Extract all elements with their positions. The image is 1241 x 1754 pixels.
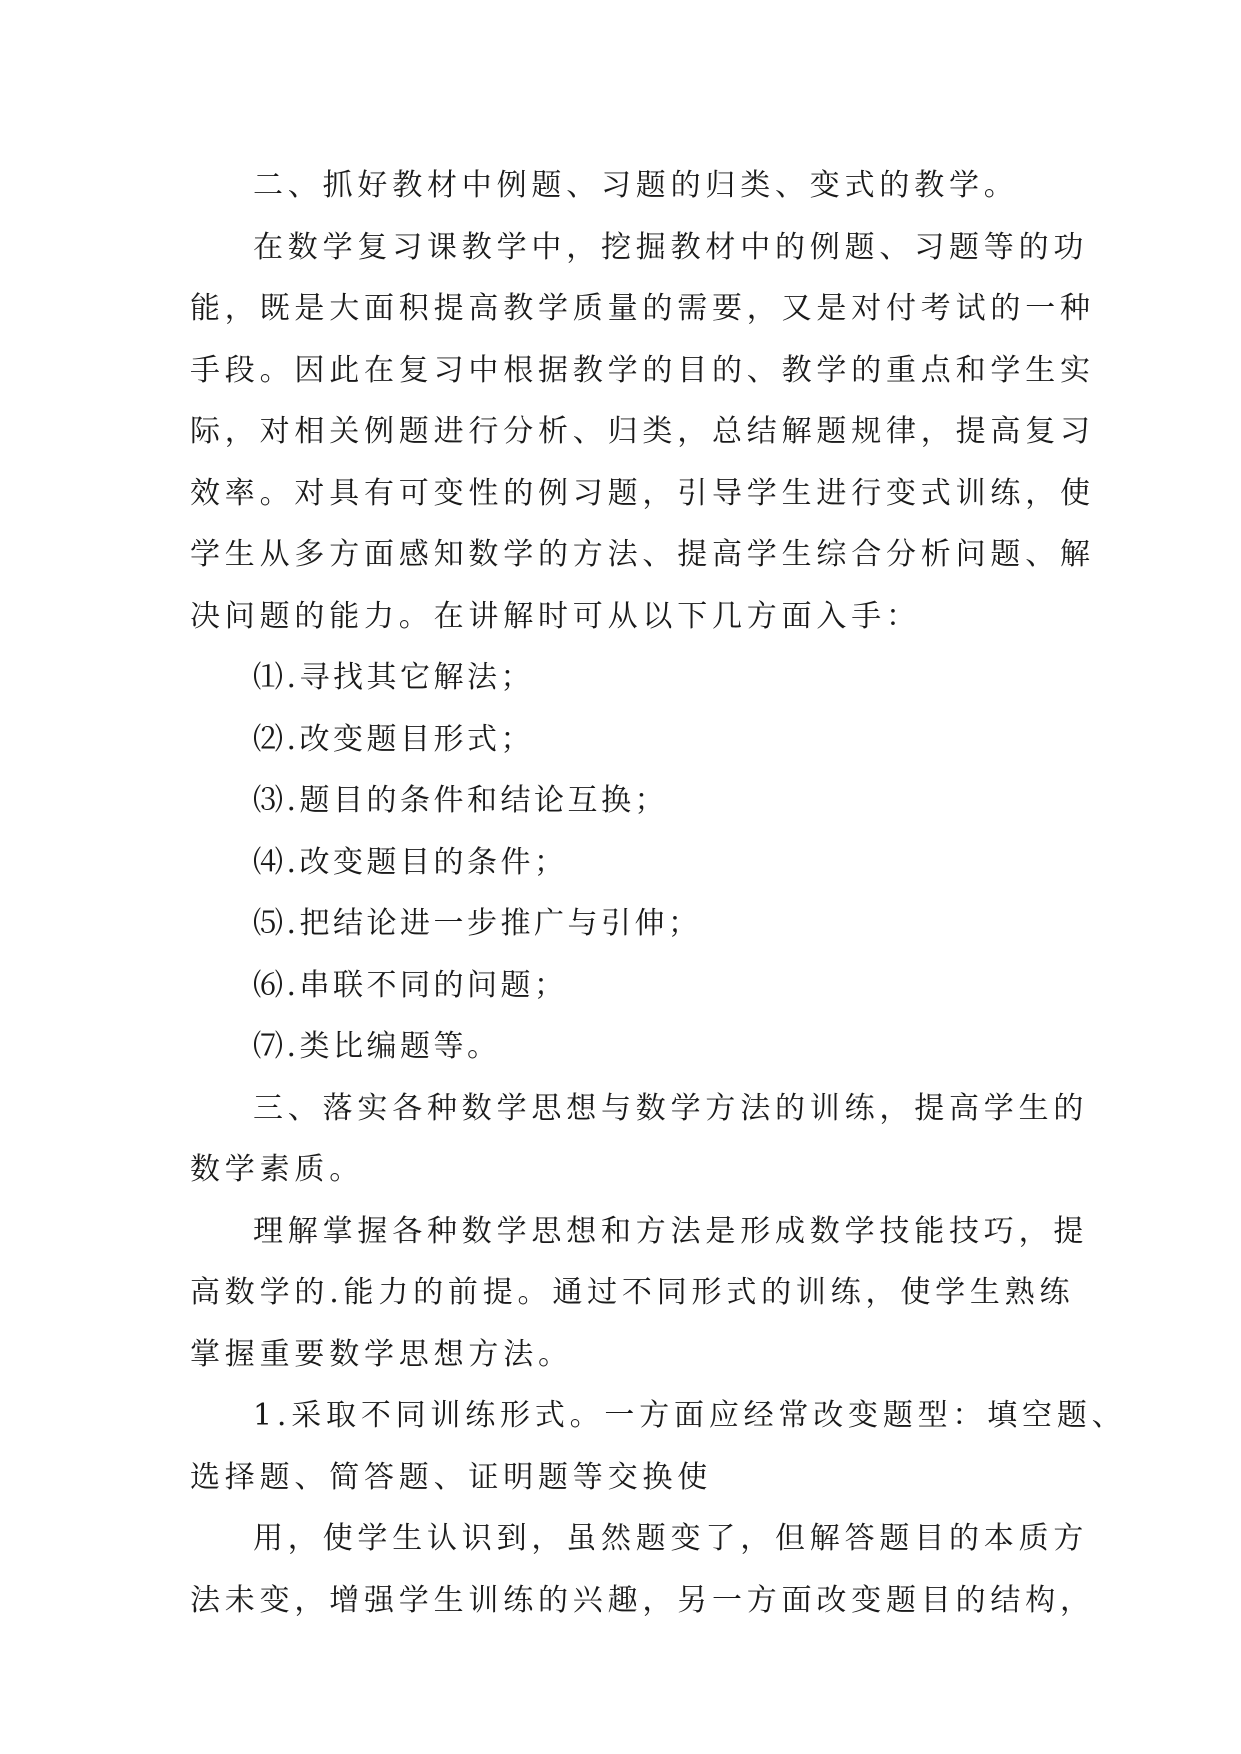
list-item: ⑷.改变题目的条件； xyxy=(253,844,568,880)
section-heading-3: 三、落实各种数学思想与数学方法的训练，提高学生的 xyxy=(253,1090,1089,1126)
section-heading-2: 二、抓好教材中例题、习题的归类、变式的教学。 xyxy=(253,168,1019,203)
paragraph-line: 际，对相关例题进行分析、归类，总结解题规律，提高复习 xyxy=(190,414,1095,449)
paragraph-line: 学生从多方面感知数学的方法、提高学生综合分析问题、解 xyxy=(190,537,1095,572)
list-item: ⑹.串联不同的问题； xyxy=(253,967,568,1003)
document-page xyxy=(190,155,1127,1631)
list-item: ⑺.类比编题等。 xyxy=(253,1029,501,1064)
list-item: ⑴.寻找其它解法； xyxy=(253,660,535,695)
paragraph-line: 用，使学生认识到，虽然题变了，但解答题目的本质方 xyxy=(253,1521,1089,1556)
paragraph-line: 理解掌握各种数学思想和方法是形成数学技能技巧，提 xyxy=(253,1213,1089,1249)
list-item: ⑵.改变题目形式； xyxy=(253,721,535,757)
paragraph-line: 高数学的.能力的前提。通过不同形式的训练，使学生熟练 xyxy=(190,1275,1075,1310)
list-item: ⑸.把结论进一步推广与引伸； xyxy=(253,906,702,941)
paragraph-line: 法未变，增强学生训练的兴趣，另一方面改变题目的结构， xyxy=(190,1582,1095,1618)
list-item: ⑶.题目的条件和结论互换； xyxy=(253,783,669,818)
section-heading-3-cont: 数学素质。 xyxy=(190,1152,364,1187)
paragraph-line: 1.采取不同训练形式。一方面应经常改变题型：填空题、 xyxy=(253,1398,1127,1433)
paragraph-line: 选择题、简答题、证明题等交换使 xyxy=(190,1459,712,1495)
paragraph-line: 能，既是大面积提高教学质量的需要，又是对付考试的一种 xyxy=(190,291,1095,326)
paragraph-line: 决问题的能力。在讲解时可从以下几方面入手： xyxy=(190,598,921,634)
paragraph-line: 手段。因此在复习中根据教学的目的、教学的重点和学生实 xyxy=(190,352,1095,388)
paragraph-line: 在数学复习课教学中，挖掘教材中的例题、习题等的功 xyxy=(253,229,1089,265)
paragraph-line: 掌握重要数学思想方法。 xyxy=(190,1336,573,1372)
paragraph-line: 效率。对具有可变性的例习题，引导学生进行变式训练，使 xyxy=(190,475,1095,511)
